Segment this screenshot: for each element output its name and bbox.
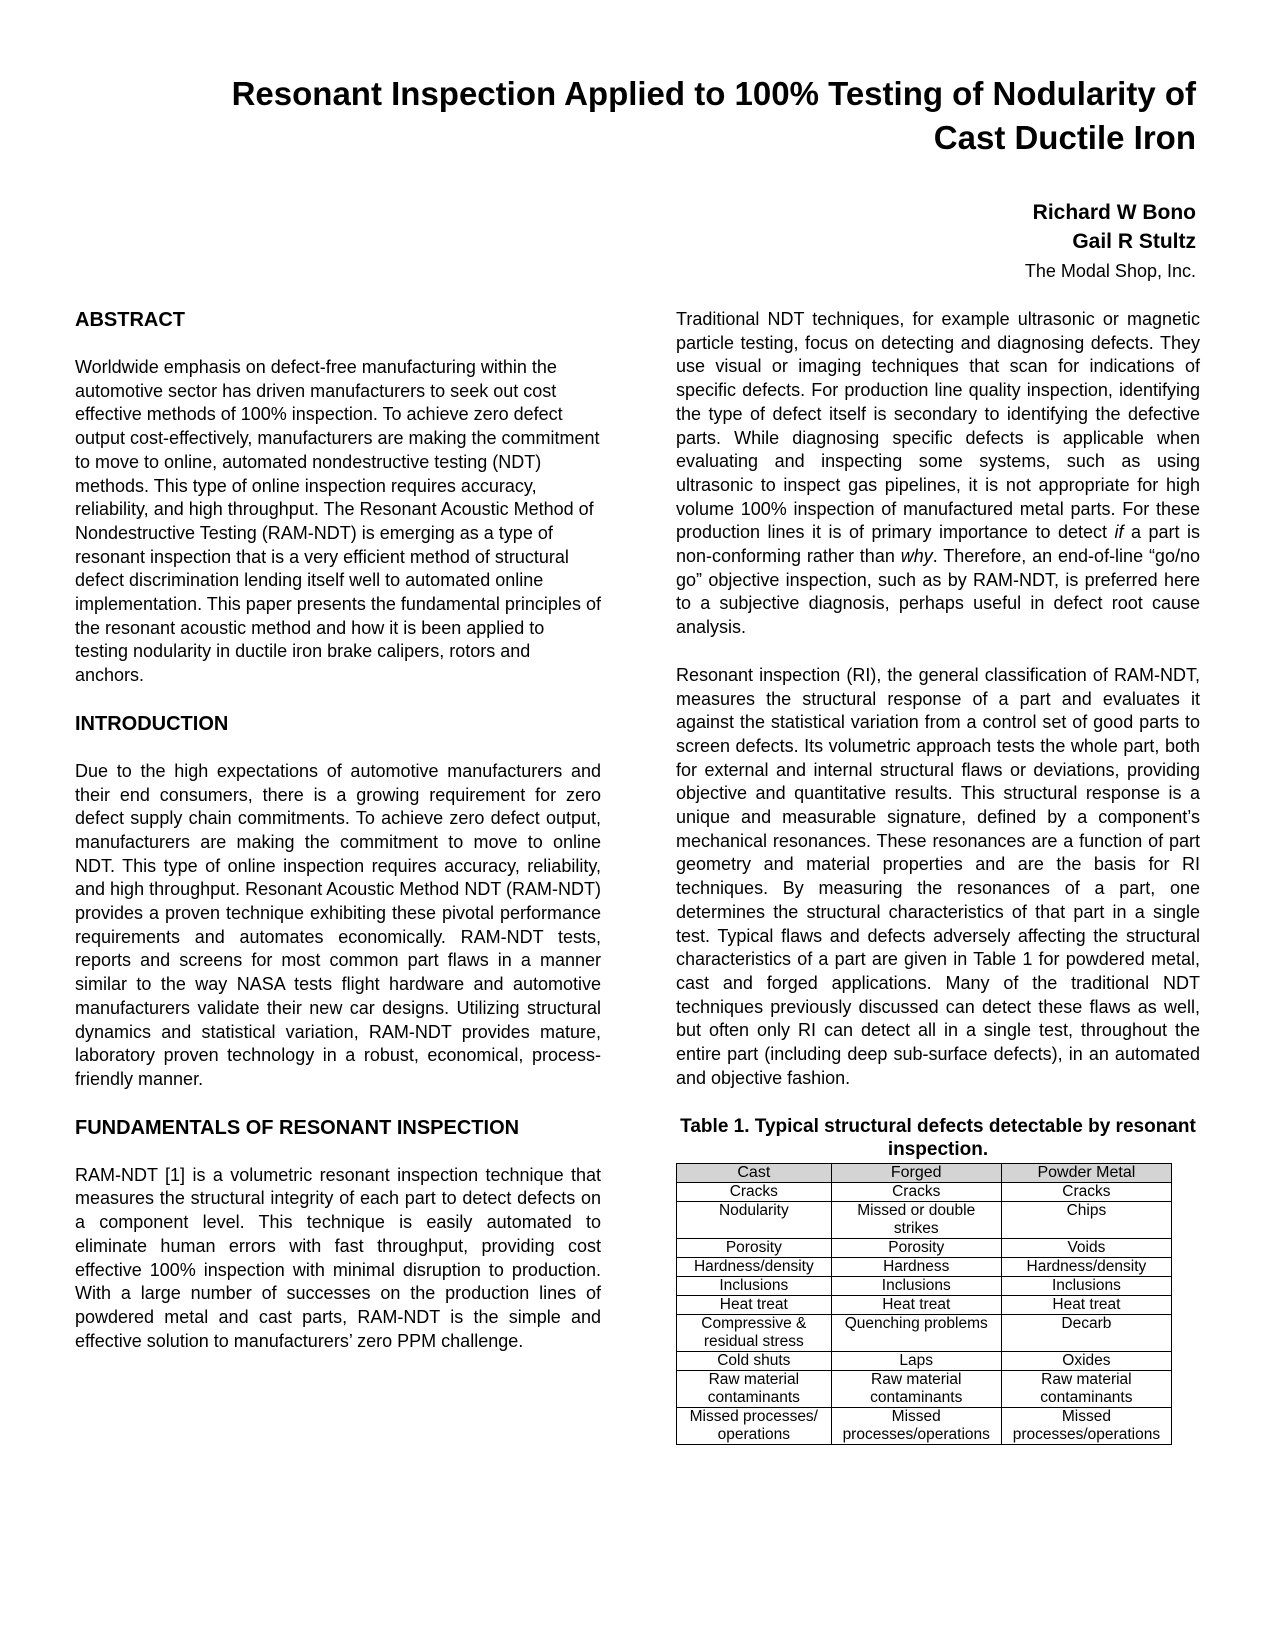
table-cell: Cold shuts (677, 1351, 832, 1370)
table-cell: Heat treat (1001, 1295, 1171, 1314)
table-cell: Nodularity (677, 1201, 832, 1238)
table-header-cell: Powder Metal (1001, 1163, 1171, 1182)
table-cell: Inclusions (831, 1276, 1001, 1295)
table-cell: Cracks (831, 1182, 1001, 1201)
fundamentals-text: RAM-NDT [1] is a volumetric resonant inspection technique that measures the structural integrity of each part to detect defects on a component level. This technique is easily automated to eliminate human errors with fast throughput, providing cost effective 100% inspection with minimal disruption to production. With a large number of successes on the production lines of powdered metal and cast parts, RAM-NDT is the simple and effective solution to manufacturers’ zero PPM challenge. (75, 1164, 601, 1351)
table-cell: Hardness (831, 1257, 1001, 1276)
table-cell: Compressive & residual stress (677, 1314, 832, 1351)
table-cell: Heat treat (677, 1295, 832, 1314)
table-header-cell: Cast (677, 1163, 832, 1182)
table-cell: Missed or double strikes (831, 1201, 1001, 1238)
table-row (677, 1295, 1172, 1314)
table-cell: Voids (1001, 1238, 1171, 1257)
author-name: Gail R Stultz (1072, 230, 1196, 253)
table-cell: Heat treat (831, 1295, 1001, 1314)
ndt-paragraph (676, 308, 1200, 640)
table-cell: Missed processes/operations (831, 1407, 1001, 1444)
table-cell: Decarb (1001, 1314, 1171, 1351)
table-cell: Cracks (1001, 1182, 1171, 1201)
table-cell: Oxides (1001, 1351, 1171, 1370)
introduction-heading: INTRODUCTION (75, 712, 229, 735)
table-row (677, 1257, 1172, 1276)
table-cell: Raw material contaminants (831, 1370, 1001, 1407)
table-row (677, 1276, 1172, 1295)
table-cell: Missed processes/operations (1001, 1407, 1171, 1444)
ndt-text-part: Traditional NDT techniques, for example ultrasonic or magnetic particle testing, focus on detecting and diagnosing defects. They use visual or imaging techniques that scan for indications of specific defects. For production line quality inspection, identifying the type of defect itself is secondary to identifying the defective parts. While diagnosing specific defects is applicable when evaluating and inspecting some systems, such as using ultrasonic to inspect gas pipelines, it is not appropriate for high volume 100% inspection of manufactured metal parts. For these production lines it is of primary importance to detect (676, 309, 1200, 543)
table-row (677, 1238, 1172, 1257)
page-title (96, 72, 1196, 160)
ri-paragraph: Resonant inspection (RI), the general classification of RAM-NDT, measures the structural response of a part and evaluates it against the statistical variation from a control set of good parts to screen defects. Its volumetric approach tests the whole part, both for external and internal structural flaws or deviations, providing objective and quantitative results. This structural response is a unique and measurable signature, defined by a component’s mechanical resonances. These resonances are a function of part geometry and material properties and are the basis for RI techniques. By measuring the resonances of a part, one determines the structural characteristics of that part in a single test. Typical flaws and defects adversely affecting the structural characteristics of a part are given in Table 1 for powdered metal, cast and forged applications. Many of the traditional NDT techniques previously discussed can detect these flaws as well, but often only RI can detect all in a single test, throughout the entire part (including deep sub-surface defects), in an automated and objective fashion. (676, 664, 1200, 1088)
author-block (700, 198, 1196, 286)
author-affiliation: The Modal Shop, Inc. (1024, 261, 1196, 281)
table-row (677, 1370, 1172, 1407)
table-cell: Inclusions (1001, 1276, 1171, 1295)
table-header-row (677, 1163, 1172, 1182)
introduction-text: Due to the high expectations of automotive manufacturers and their end consumers, there is a growing requirement for zero defect supply chain commitments. To achieve zero defect output, manufacturers are making the commitment to move to online NDT. This type of online inspection requires accuracy, reliability, and high throughput. Resonant Acoustic Method NDT (RAM-NDT) provides a proven technique exhibiting these pivotal performance requirements and automates economically. RAM-NDT tests, reports and screens for most common part flaws in a manner similar to the way NASA tests flight hardware and automotive manufacturers validate their new car designs. Utilizing structural dynamics and statistical variation, RAM-NDT provides mature, laboratory proven technology in a robust, economical, process-friendly manner. (75, 760, 601, 1089)
right-column (676, 308, 1200, 1445)
fundamentals-heading: FUNDAMENTALS OF RESONANT INSPECTION (75, 1116, 520, 1139)
ndt-text-part: . Therefore, an end-of-line “go/no go” objective inspection, such as by RAM-NDT, is preferred here to a subjective diagnosis, perhaps useful in defect root cause analysis. (676, 546, 1200, 638)
table-row (677, 1407, 1172, 1444)
author-name: Richard W Bono (1032, 201, 1196, 224)
table-cell: Cracks (677, 1182, 832, 1201)
title-line-1: Resonant Inspection Applied to 100% Testing of Nodularity of (231, 75, 1196, 112)
table-cell: Quenching problems (831, 1314, 1001, 1351)
table-cell: Laps (831, 1351, 1001, 1370)
table-caption: Table 1. Typical structural defects detectable by resonant inspection. (680, 1115, 1196, 1160)
emphasis-why: why (900, 546, 933, 567)
abstract-text: Worldwide emphasis on defect-free manufacturing within the automotive sector has driven manufacturers to seek out cost effective methods of 100% inspection. To achieve zero defect output cost-effectively, manufacturers are making the commitment to move to online, automated nondestructive testing (NDT) methods. This type of online inspection requires accuracy, reliability, and high throughput. The Resonant Acoustic Method of Nondestructive Testing (RAM-NDT) is emerging as a type of resonant inspection that is a very efficient method of structural defect discrimination lending itself well to automated online implementation. This paper presents the fundamental principles of the resonant acoustic method and how it is been applied to testing nodularity in ductile iron brake calipers, rotors and anchors. (75, 357, 601, 686)
table-row (677, 1201, 1172, 1238)
table-row (677, 1314, 1172, 1351)
ndt-text-part: a part is non-conforming rather than (676, 522, 1200, 567)
table-header-cell: Forged (831, 1163, 1001, 1182)
left-column (75, 308, 601, 1377)
table-cell: Chips (1001, 1201, 1171, 1238)
table-cell: Porosity (677, 1238, 832, 1257)
table-row (677, 1182, 1172, 1201)
table-cell: Porosity (831, 1238, 1001, 1257)
abstract-heading: ABSTRACT (75, 309, 185, 331)
emphasis-if: if (1114, 522, 1124, 543)
title-line-2: Cast Ductile Iron (933, 119, 1196, 156)
table-cell: Hardness/density (1001, 1257, 1171, 1276)
table-cell: Raw material contaminants (1001, 1370, 1171, 1407)
table-cell: Raw material contaminants (677, 1370, 832, 1407)
defects-table (676, 1163, 1172, 1445)
table-cell: Missed processes/ operations (677, 1407, 832, 1444)
table-cell: Hardness/density (677, 1257, 832, 1276)
table-cell: Inclusions (677, 1276, 832, 1295)
table-row (677, 1351, 1172, 1370)
